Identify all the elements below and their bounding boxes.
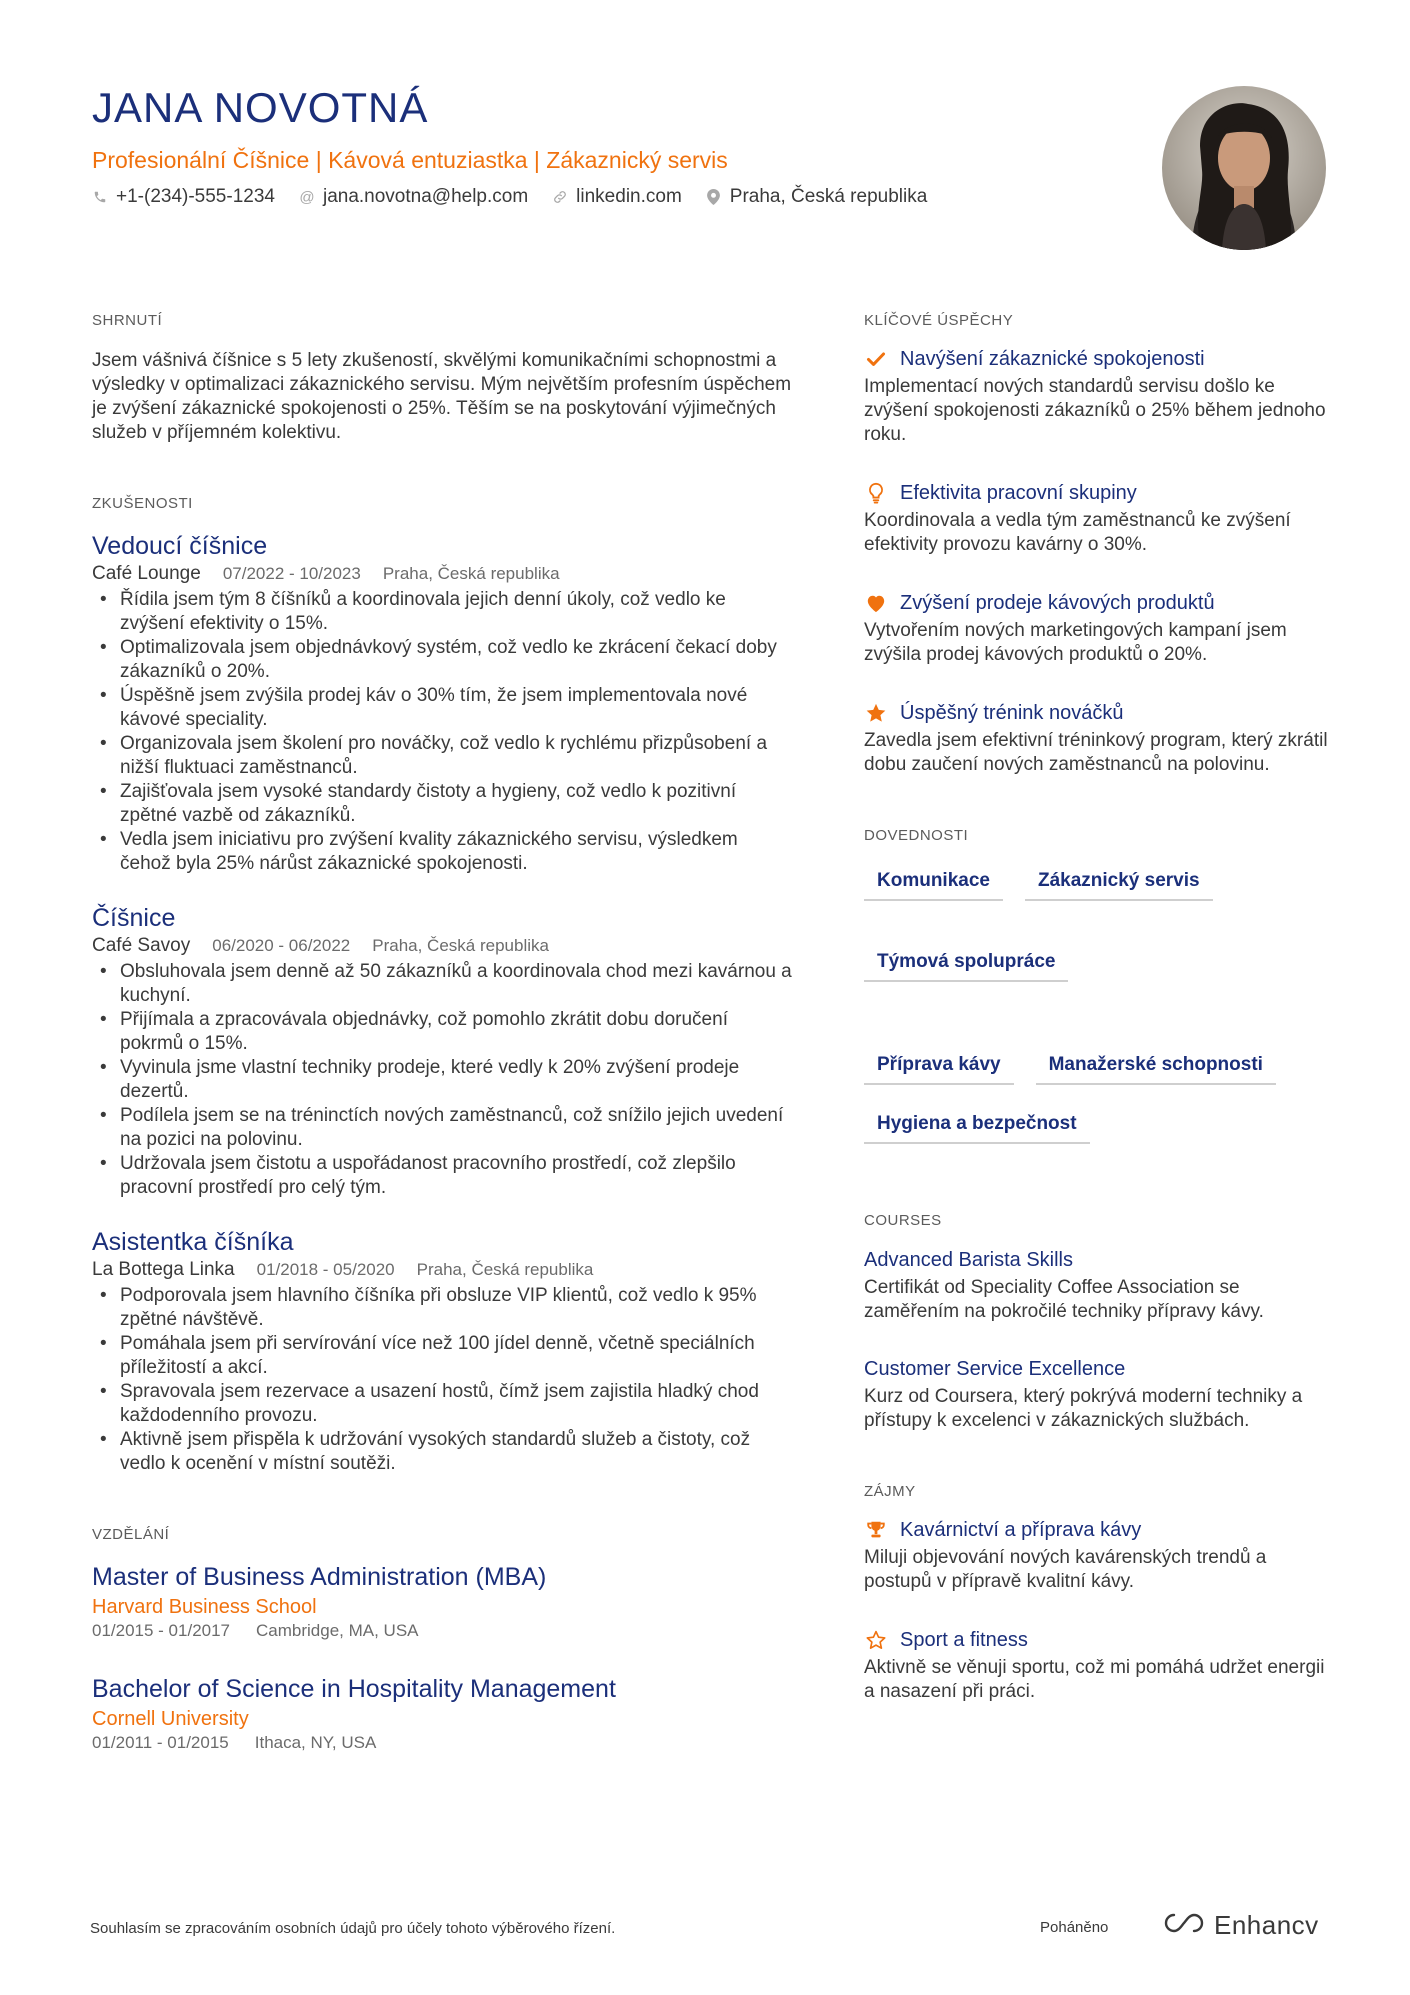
achievements-heading: KLÍČOVÉ ÚSPĚCHY bbox=[864, 312, 1014, 329]
achievement-item bbox=[864, 347, 1334, 447]
course-item bbox=[864, 1358, 1334, 1433]
job-bullet: • Pomáhala jsem při servírování více než 100 jídel denně, včetně speciálních příležitostí a akcí. bbox=[92, 1332, 792, 1380]
location-pin-icon bbox=[706, 189, 722, 205]
at-icon: @ bbox=[299, 188, 315, 206]
email-text[interactable]: jana.novotna@help.com bbox=[322, 186, 529, 207]
education-entry bbox=[92, 1563, 792, 1641]
education-meta bbox=[92, 1621, 792, 1641]
course-title: Customer Service Excellence bbox=[864, 1358, 1126, 1380]
job-bullet: • Řídila jsem tým 8 číšníků a koordinovala jejich denní úkoly, což vedlo ke zvýšení efektivity o 15%. bbox=[92, 588, 792, 636]
education-degree: Master of Business Administration (MBA) bbox=[92, 1563, 547, 1591]
job-bullet: • Udržovala jsem čistotu a uspořádanost pracovního prostředí, což zlepšilo pracovní prostředí pro celý tým. bbox=[92, 1152, 792, 1200]
experience-section bbox=[92, 495, 792, 1476]
course-description: Kurz od Coursera, který pokrývá moderní techniky a přístupy k excelenci v zákaznických službách. bbox=[864, 1386, 1303, 1431]
job-meta bbox=[92, 563, 792, 585]
job-entry bbox=[92, 532, 792, 876]
achievements-list bbox=[864, 347, 1334, 777]
contact-phone bbox=[92, 186, 275, 208]
skill-tag: Komunikace bbox=[864, 864, 1003, 901]
job-bullet: • Obsluhovala jsem denně až 50 zákazníků a koordinovala chod mezi kavárnou a kuchyní. bbox=[92, 960, 792, 1008]
powered-by-label: Poháněno bbox=[1040, 1919, 1109, 1936]
experience-heading: ZKUŠENOSTI bbox=[92, 495, 193, 512]
job-dates: 06/2020 - 06/2022 bbox=[212, 936, 351, 955]
achievement-title: Navýšení zákaznické spokojenosti bbox=[900, 347, 1205, 370]
job-bullet: • Aktivně jsem přispěla k udržování vysokých standardů služeb a čistoty, což vedlo k ocenění v místní soutěži. bbox=[92, 1428, 792, 1476]
skills-list bbox=[864, 864, 1334, 1144]
achievement-description: Koordinovala a vedla tým zaměstnanců ke zvýšení efektivity provozu kavárny o 30%. bbox=[864, 510, 1291, 555]
education-location: Ithaca, NY, USA bbox=[254, 1733, 377, 1752]
phone-text: +1-(234)-555-1234 bbox=[116, 186, 275, 207]
skills-section bbox=[864, 827, 1334, 1144]
job-entry bbox=[92, 1228, 792, 1476]
achievement-title: Zvýšení prodeje kávových produktů bbox=[900, 591, 1215, 614]
courses-heading: COURSES bbox=[864, 1212, 942, 1229]
job-bullet: • Podílela jsem se na tréninctích nových zaměstnanců, což snížilo jejich uvedení na pozici na polovinu. bbox=[92, 1104, 792, 1152]
trophy-icon bbox=[864, 1518, 888, 1542]
achievement-title: Úspěšný trénink nováčků bbox=[900, 701, 1124, 724]
interest-description: Miluji objevování nových kavárenských trendů a postupů v přípravě kvalitní kávy. bbox=[864, 1547, 1267, 1592]
achievement-head bbox=[864, 347, 1334, 371]
course-item bbox=[864, 1249, 1334, 1324]
linkedin-text[interactable]: linkedin.com bbox=[576, 186, 682, 207]
education-list bbox=[92, 1563, 792, 1753]
education-school: Harvard Business School bbox=[92, 1596, 317, 1618]
skill-tag: Příprava kávy bbox=[864, 1048, 1014, 1085]
job-meta bbox=[92, 1259, 792, 1281]
location-text: Praha, Česká republika bbox=[729, 186, 928, 207]
job-location: Praha, Česká republika bbox=[372, 936, 549, 955]
job-company: Café Savoy bbox=[92, 935, 191, 956]
check-icon bbox=[864, 347, 888, 371]
achievement-head bbox=[864, 591, 1334, 615]
course-description: Certifikát od Speciality Coffee Association se zaměřením na pokročilé techniky přípravy kávy. bbox=[864, 1277, 1264, 1322]
job-bullet: • Zajišťovala jsem vysoké standardy čistoty a hygieny, což vedlo k pozitivní zpětné vazbě od zákazníků. bbox=[92, 780, 792, 828]
education-meta bbox=[92, 1733, 792, 1753]
job-bullet: • Organizovala jsem školení pro nováčky, což vedlo k rychlému přizpůsobení a nižší fluktuaci zaměstnanců. bbox=[92, 732, 792, 780]
jobs-list bbox=[92, 532, 792, 1476]
headline: Profesionální Číšnice | Kávová entuziastka | Zákaznický servis bbox=[92, 147, 728, 173]
heart-icon bbox=[864, 591, 888, 615]
achievement-item bbox=[864, 591, 1334, 667]
contact-bar bbox=[92, 186, 927, 208]
job-bullet: • Podporovala jsem hlavního číšníka při obsluze VIP klientů, což vedlo k 95% zpětné návštěvě. bbox=[92, 1284, 792, 1332]
education-degree: Bachelor of Science in Hospitality Management bbox=[92, 1675, 616, 1703]
achievement-description: Implementací nových standardů servisu došlo ke zvýšení spokojenosti zákazníků o 25% během jednoho roku. bbox=[864, 376, 1326, 445]
enhancv-logo-icon bbox=[1162, 1912, 1206, 1939]
job-bullet: • Úspěšně jsem zvýšila prodej káv o 30% tím, že jsem implementovala nové kávové speciality. bbox=[92, 684, 792, 732]
summary-heading: SHRNUTÍ bbox=[92, 312, 163, 329]
job-bullet: • Přijímala a zpracovávala objednávky, což pomohlo zkrátit dobu doručení pokrmů o 15%. bbox=[92, 1008, 792, 1056]
course-title: Advanced Barista Skills bbox=[864, 1249, 1073, 1271]
interests-list bbox=[864, 1518, 1334, 1704]
achievement-description: Vytvořením nových marketingových kampaní jsem zvýšila prodej kávových produktů o 20%. bbox=[864, 620, 1287, 665]
interest-item bbox=[864, 1518, 1334, 1594]
enhancv-brand: Enhancv bbox=[1214, 1910, 1319, 1940]
phone-icon bbox=[92, 190, 108, 204]
job-meta bbox=[92, 935, 792, 957]
candidate-name: JANA NOVOTNÁ bbox=[92, 84, 429, 131]
skill-tag: Týmová spolupráce bbox=[864, 945, 1068, 982]
avatar bbox=[1162, 86, 1326, 250]
job-dates: 01/2018 - 05/2020 bbox=[256, 1260, 395, 1279]
interest-head bbox=[864, 1628, 1334, 1652]
education-dates: 01/2015 - 01/2017 bbox=[92, 1621, 231, 1640]
job-location: Praha, Česká republika bbox=[416, 1260, 594, 1279]
skill-tag: Zákaznický servis bbox=[1025, 864, 1213, 901]
achievement-title: Efektivita pracovní skupiny bbox=[900, 481, 1137, 504]
courses-section bbox=[864, 1212, 1334, 1433]
star-filled-icon bbox=[864, 701, 888, 725]
job-bullet: • Vedla jsem iniciativu pro zvýšení kvality zákaznického servisu, výsledkem čehož byla 25% nárůst zákaznické spokojenosti. bbox=[92, 828, 792, 876]
education-dates: 01/2011 - 01/2015 bbox=[92, 1733, 229, 1752]
job-bullet: • Vyvinula jsme vlastní techniky prodeje, které vedly k 20% zvýšení prodeje dezertů. bbox=[92, 1056, 792, 1104]
interest-title: Kavárnictví a příprava kávy bbox=[900, 1518, 1142, 1541]
contact-email bbox=[299, 186, 528, 208]
job-bullet: • Spravovala jsem rezervace a usazení hostů, čímž jsem zajistila hladký chod každodenního provozu. bbox=[92, 1380, 792, 1428]
interest-head bbox=[864, 1518, 1334, 1542]
job-bullets bbox=[92, 588, 792, 876]
job-location: Praha, Česká republika bbox=[382, 564, 560, 583]
job-dates: 07/2022 - 10/2023 bbox=[222, 564, 361, 583]
job-bullet: • Optimalizovala jsem objednávkový systém, což vedlo ke zkrácení čekací doby zákazníků o 20%. bbox=[92, 636, 792, 684]
achievement-head bbox=[864, 481, 1334, 505]
consent-text: Souhlasím se zpracováním osobních údajů pro účely tohoto výběrového řízení. bbox=[90, 1920, 616, 1937]
skills-heading: DOVEDNOSTI bbox=[864, 827, 969, 844]
job-title: Vedoucí číšnice bbox=[92, 532, 268, 560]
star-outline-icon bbox=[864, 1628, 888, 1652]
job-bullets bbox=[92, 1284, 792, 1476]
interests-heading: ZÁJMY bbox=[864, 1483, 916, 1500]
job-title: Asistentka číšníka bbox=[92, 1228, 294, 1256]
education-school: Cornell University bbox=[92, 1708, 249, 1730]
skill-tag: Hygiena a bezpečnost bbox=[864, 1107, 1090, 1144]
job-company: La Bottega Linka bbox=[92, 1259, 235, 1280]
job-company: Café Lounge bbox=[92, 563, 201, 584]
education-entry bbox=[92, 1675, 792, 1753]
lightbulb-icon bbox=[864, 481, 888, 505]
left-column bbox=[92, 312, 792, 1753]
link-icon bbox=[552, 189, 568, 205]
summary-section bbox=[92, 312, 792, 445]
courses-list bbox=[864, 1249, 1334, 1433]
achievements-section bbox=[864, 312, 1334, 777]
enhancv-logo[interactable] bbox=[1162, 1910, 1319, 1941]
achievement-item bbox=[864, 701, 1334, 777]
job-entry bbox=[92, 904, 792, 1200]
education-section bbox=[92, 1526, 792, 1753]
skill-tag: Manažerské schopnosti bbox=[1036, 1048, 1276, 1085]
summary-text: Jsem vášnivá číšnice s 5 lety zkušeností, skvělými komunikačními schopnostmi a výsledky v optimalizaci zákaznického servisu. Mým největším profesním úspěchem je zvýšení zákaznické spokojenosti o 25%. Těším se na poskytování výjimečných služeb v příjemném kolektivu. bbox=[92, 350, 792, 443]
education-heading: VZDĚLÁNÍ bbox=[92, 1526, 170, 1543]
job-bullets bbox=[92, 960, 792, 1200]
interest-title: Sport a fitness bbox=[900, 1628, 1028, 1651]
right-column bbox=[864, 312, 1334, 1704]
achievement-item bbox=[864, 481, 1334, 557]
job-title: Číšnice bbox=[92, 904, 176, 932]
achievement-head bbox=[864, 701, 1334, 725]
contact-linkedin bbox=[552, 186, 682, 208]
interests-section bbox=[864, 1483, 1334, 1704]
contact-location bbox=[706, 186, 928, 208]
education-location: Cambridge, MA, USA bbox=[256, 1621, 419, 1640]
achievement-description: Zavedla jsem efektivní tréninkový program, který zkrátil dobu zaučení nových zaměstnanců na polovinu. bbox=[864, 730, 1328, 775]
interest-description: Aktivně se věnuji sportu, což mi pomáhá udržet energii a nasazení při práci. bbox=[864, 1657, 1325, 1702]
interest-item bbox=[864, 1628, 1334, 1704]
